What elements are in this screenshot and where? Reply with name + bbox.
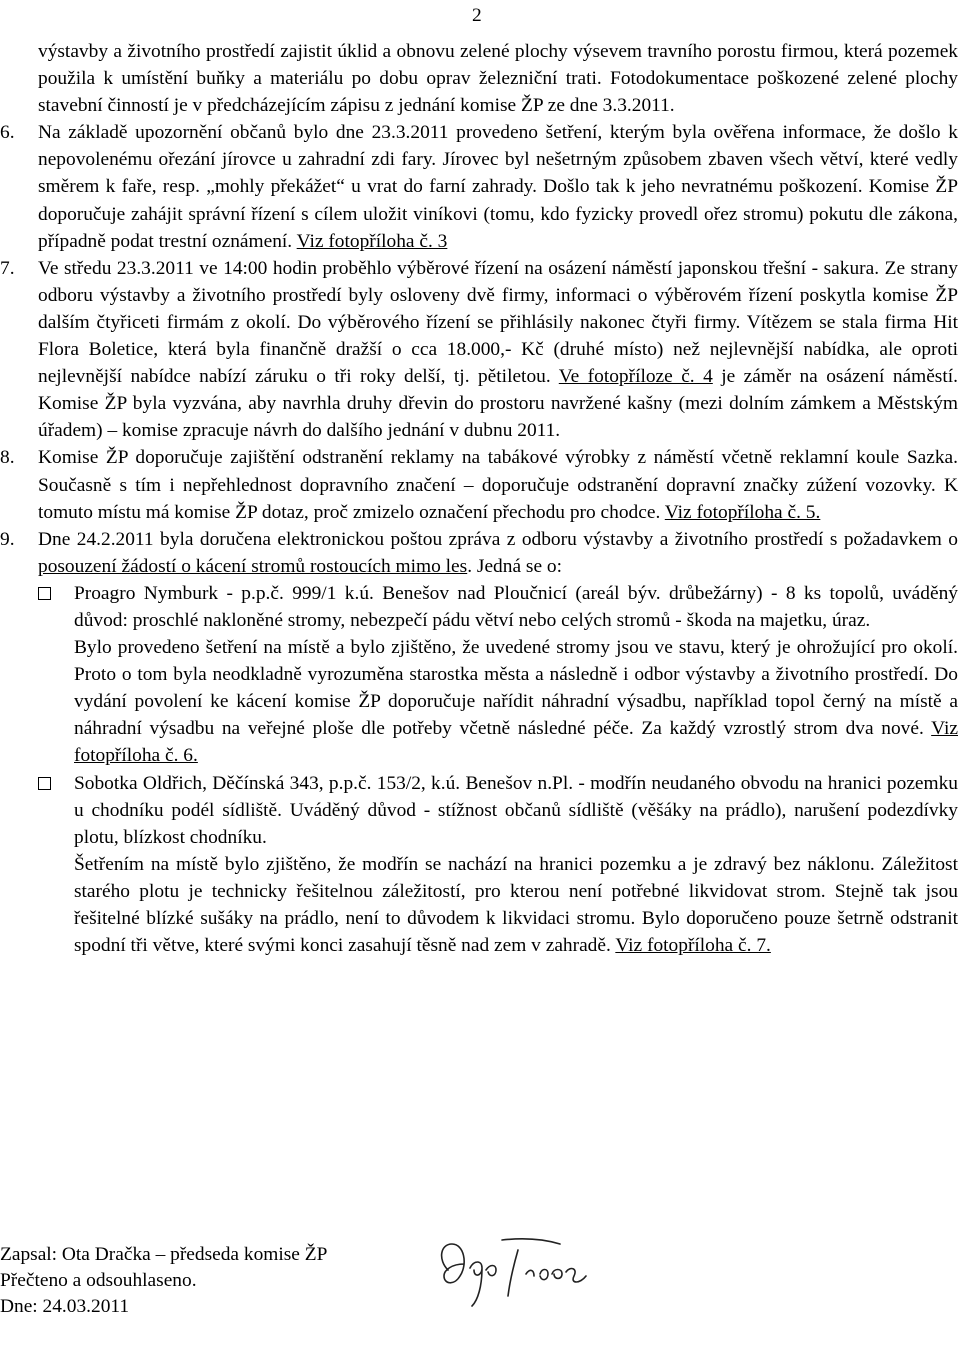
photo-appendix-link[interactable]: Ve fotopříloze č. 4	[558, 366, 713, 388]
list-item-6	[0, 119, 958, 254]
item-number: 9.	[0, 528, 15, 550]
date-line: Dne: 24.03.2011	[0, 1296, 130, 1317]
item-text: Komise ŽP doporučuje zajištění odstranění reklamy na tabákové výrobky z náměstí včetně reklamní koule Sazka. Současně s tím i nepřehlednost dopravního značení – doporučuje odstranění dopravní značky zúžení vozovky. K tomuto místu má komise ŽP dotaz, proč zmizelo označení přechodu pro chodce. Viz fotopříloha č. 5.	[38, 447, 958, 523]
checkbox-icon	[38, 777, 51, 790]
list-item-9	[0, 526, 958, 960]
footer	[0, 1242, 327, 1320]
checkbox-icon	[38, 587, 51, 600]
sub-item-text: Šetřením na místě bylo zjištěno, že modřín se nachází na hranici pozemku a je zdravý bez náklonu. Záležitost starého plotu je technicky řešitelnou záležitostí, pro kterou není potřebné likvidovat strom. Stejně tak jsou řešitelné blízké sušáky na prádlo, není to důvodem k likvidaci stromu. Bylo doporučeno pouze šetrně odstranit spodní tři větve, které svými konci zasahují těsně nad zem v zahradě. Viz fotopříloha č. 7.	[74, 853, 958, 957]
sub-item-text: Bylo provedeno šetření na místě a bylo zjištěno, že uvedené stromy jsou ve stavu, který je ohrožující pro okolí. Proto o tom byla neodkladně vyrozuměna starostka města a následně i odbor výstavby a životního prostředí. Do vydání povolení ke kácení komise ŽP doporučuje nařídit náhradní výsadbu, například topol černý na místě a náhradní výsadbu na veřejné ploše dle potřeby včetně následné péče. Za každý vzrostlý strom dva nové. Viz fotopříloha č. 6.	[74, 637, 958, 767]
sub-item-sobotka	[74, 770, 958, 960]
recorded-by: Zapsal: Ota Dračka – předseda komise ŽP	[0, 1244, 328, 1265]
page-number: 2	[472, 5, 482, 26]
item-text: Na základě upozornění občanů bylo dne 23.3.2011 provedeno šetření, kterým byla ověřena informace, že došlo k nepovolenému ořezání jírovce u zahradní zdi fary. Jírovec byl nešetrným způsobem zbaven všech větví, které vedly směrem k faře, resp. „mohly překážet“ u vrat do farní zahrady. Došlo tak k jeho nevratnému poškození. Komise ŽP doporučuje zahájit správní řízení s cílem uložit viníkovi (tomu, kdo fyzicky provedl ořez stromu) pokutu dle zákona, případně podat trestní oznámení. Viz fotopříloha č. 3	[38, 122, 958, 252]
photo-appendix-link[interactable]: Viz fotopříloha č. 3	[296, 230, 448, 252]
approval-note: Přečteno a odsouhlaseno.	[0, 1270, 197, 1291]
handwritten-signature	[430, 1230, 610, 1320]
item-number: 6.	[0, 122, 15, 144]
photo-appendix-link[interactable]: Viz fotopříloha č. 5.	[664, 501, 821, 523]
item-text: Ve středu 23.3.2011 ve 14:00 hodin proběhlo výběrové řízení na osázení náměstí japonskou třešní - sakura. Ze strany odboru výstavby a životního prostředí byly osloveny dvě firmy, informaci o výběrovém řízení poskytla komise ŽP dalším čtyřiceti firmám z okolí. Do výběrového řízení se přihlásily nakonec čtyři firmy. Vítězem se stala firma Hit Flora Boletice, která byla finančně dražší o cca 18.000,- Kč (druhé místo) než nejlevnější nabídka, ale oproti nejlevnější nabídce nabízí záruku o tři roky delší, tj. pětiletou. Ve fotopříloze č. 4 je záměr na osázení náměstí. Komise ŽP byla vyzvána, aby navrhla druhy dřevin do prostoru navržené kašny (mezi dolním zámkem a Městským úřadem) – komise zpracuje návrh do dalšího jednání v dubnu 2011.	[38, 257, 958, 442]
sub-item-text: Sobotka Oldřich, Děčínská 343, p.p.č. 153/2, k.ú. Benešov n.Pl. - modřín neudaného obvodu na hranici pozemku u chodníku podél sídliště. Uváděný důvod - stížnost občanů sídliště (věšáky na prádlo), narušení podezdívky plotu, blízkost chodníku.	[74, 772, 958, 848]
intro-paragraph: výstavby a životního prostředí zajistit úklid a obnovu zelené plochy výsevem travního porostu firmou, která pozemek použila k umístění buňky a materiálu po dobu oprav železniční trati. Fotodokumentace poškozené zelené plochy stavební činností je v předcházejícím zápisu z jednání komise ŽP ze dne 3.3.2011.	[38, 41, 958, 117]
underlined-phrase: posouzení žádostí o kácení stromů rostoucích mimo les	[38, 555, 468, 577]
list-item-7	[0, 255, 958, 445]
sub-item-proagro	[74, 580, 958, 770]
item-number: 7.	[0, 257, 15, 279]
sub-item-text: Proagro Nymburk - p.p.č. 999/1 k.ú. Benešov nad Ploučnicí (areál býv. drůbežárny) - 8 ks topolů, uváděný důvod: proschlé nakloněné stromy, nebezpečí pádu větví nebo celých stromů - škoda na majetku, úraz.	[74, 582, 958, 631]
photo-appendix-link[interactable]: Viz fotopříloha č. 7.	[615, 935, 771, 957]
list-item-8	[0, 444, 958, 525]
document-body	[0, 38, 958, 959]
item-text: Dne 24.2.2011 byla doručena elektronickou poštou zpráva z odboru výstavby a životního prostředí s požadavkem o posouzení žádostí o kácení stromů rostoucích mimo les. Jedná se o:	[38, 528, 958, 577]
photo-appendix-link[interactable]: Viz fotopříloha č. 6.	[74, 718, 958, 767]
item-number: 8.	[0, 447, 15, 469]
